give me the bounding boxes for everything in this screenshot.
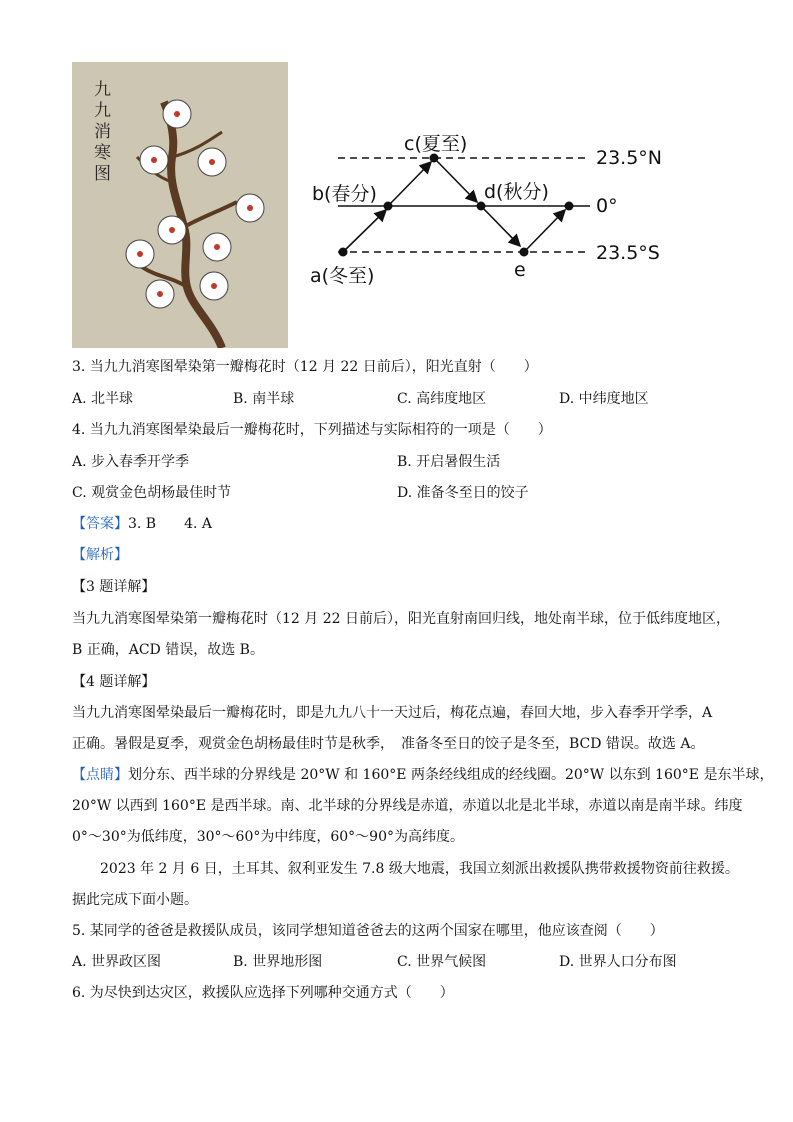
q4-detail-line-2: 正确。暑假是夏季，观赏金色胡杨最佳时节是秋季， 准备冬至日的饺子是冬至，BCD 错误。故选 A。: [72, 736, 705, 752]
passage-line-1: 2023 年 2 月 6 日，土耳其、叙利亚发生 7.8 级大地震，我国立刻派出救援队携带救援物资前往救援。: [72, 861, 739, 877]
q3-detail-line-1: 当九九消寒图晕染第一瓣梅花时（12 月 22 日前后），阳光直射南回归线，地处南半球，位于低纬度地区，: [72, 611, 730, 627]
q6-stem: 6. 为尽快到达灾区，救援队应选择下列哪种交通方式（ ）: [72, 985, 454, 1001]
tip-line-1: [72, 766, 773, 784]
plum-blossom-image: [72, 62, 288, 348]
tip-label: 【点睛】: [72, 767, 128, 783]
q4-option-b: B. 开启暑假生活: [397, 454, 501, 470]
q4-stem: 4. 当九九消寒图晕染最后一瓣梅花时，下列描述与实际相符的一项是（ ）: [72, 422, 552, 438]
label-north: 23.5°N: [596, 147, 663, 169]
tip-text-1: 划分东、西半球的分界线是 20°W 和 160°E 两条经线组成的经线圈。20°W 以东到 160°E 是东半球，: [128, 767, 774, 783]
answer-line: [72, 515, 212, 533]
q3-detail-label: 【3 题详解】: [72, 579, 156, 595]
q4-option-c: C. 观赏金色胡杨最佳时节: [72, 485, 232, 501]
q5-option-c: C. 世界气候图: [397, 954, 487, 970]
answer-text: 3. B 4. A: [128, 516, 213, 532]
tip-line-2: 20°W 以西到 160°E 是西半球。南、北半球的分界线是赤道，赤道以北是北半球，赤道以南是南半球。纬度: [72, 798, 743, 814]
label-c: c(夏至): [404, 133, 468, 155]
tip-line-3: 0°～30°为低纬度，30°～60°为中纬度，60°～90°为高纬度。: [72, 829, 464, 845]
label-d: d(秋分): [484, 181, 549, 203]
q3-option-b: B. 南半球: [233, 391, 295, 407]
q5-option-a: A. 世界政区图: [72, 954, 162, 970]
q5-option-d: D. 世界人口分布图: [559, 954, 677, 970]
point-a: [339, 248, 348, 257]
label-b: b(春分): [312, 183, 377, 205]
q4-detail-label: 【4 题详解】: [72, 674, 156, 690]
q4-option-d: D. 准备冬至日的饺子: [397, 485, 529, 501]
q3-detail-line-2: B 正确，ACD 错误，故选 B。: [72, 642, 264, 658]
label-a: a(冬至): [310, 265, 375, 287]
label-south: 23.5°S: [596, 242, 660, 264]
point-b: [384, 202, 393, 211]
q4-detail-line-1: 当九九消寒图晕染最后一瓣梅花时，即是九九八十一天过后，梅花点遍，春回大地，步入春季开学季，A: [72, 705, 713, 721]
q3-stem: 3. 当九九消寒图晕染第一瓣梅花时（12 月 22 日前后），阳光直射（ ）: [72, 359, 538, 375]
point-e: [520, 248, 529, 257]
sun-direct-point-diagram: [300, 120, 700, 300]
q3-option-c: C. 高纬度地区: [397, 391, 487, 407]
point-end: [565, 202, 574, 211]
label-e: e: [514, 259, 526, 281]
q4-option-a: A. 步入春季开学季: [72, 454, 190, 470]
q3-option-a: A. 北半球: [72, 391, 134, 407]
q3-option-d: D. 中纬度地区: [559, 391, 649, 407]
passage-line-2: 据此完成下面小题。: [72, 892, 198, 908]
label-equator: 0°: [596, 195, 618, 217]
analysis-label: 【解析】: [72, 547, 128, 563]
q5-stem: 5. 某同学的爸爸是救援队成员，该同学想知道爸爸去的这两个国家在哪里，他应该查阅（ ）: [72, 923, 664, 939]
image-title: 九九消寒图: [94, 80, 111, 184]
answer-label: 【答案】: [72, 516, 128, 532]
q5-option-b: B. 世界地形图: [233, 954, 323, 970]
